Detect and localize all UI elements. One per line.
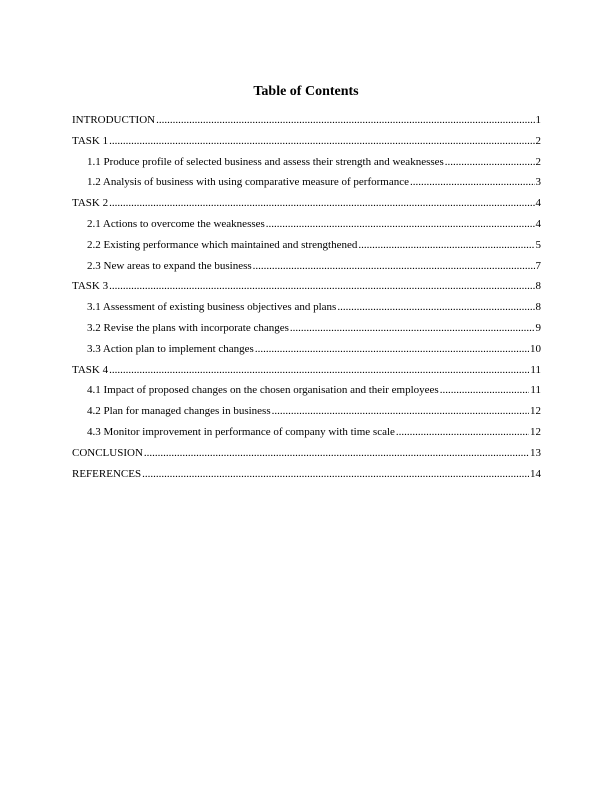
toc-dot-leader (144, 446, 529, 460)
toc-entry-page: 2 (535, 155, 541, 168)
toc-dot-leader (253, 259, 535, 273)
toc-entry-label: 3.1 Assessment of existing business objectives and plans (87, 301, 337, 314)
toc-entry-label: 1.1 Produce profile of selected business and assess their strength and weaknesses (87, 155, 444, 168)
toc-entry-label: 3.3 Action plan to implement changes (87, 342, 254, 355)
toc-entry-label: INTRODUCTION (72, 114, 156, 126)
toc-entry[interactable] (72, 113, 541, 134)
toc-dot-leader (396, 425, 529, 439)
toc-title: Table of Contents (253, 84, 359, 99)
toc-dot-leader (358, 238, 534, 252)
toc-entry[interactable] (72, 175, 541, 196)
toc-entry-label: 3.2 Revise the plans with incorporate changes (87, 321, 289, 334)
toc-entry-page: 3 (535, 176, 541, 189)
toc-entry[interactable] (72, 425, 541, 446)
toc-entry[interactable] (72, 363, 541, 384)
toc-entry[interactable] (72, 321, 541, 342)
toc-entry[interactable] (72, 217, 541, 238)
toc-entry-label: TASK 3 (72, 280, 109, 293)
toc-entry-label: TASK 1 (72, 134, 109, 147)
toc-entry[interactable] (72, 300, 541, 321)
toc-entry[interactable] (72, 383, 541, 404)
toc-entry-label: 2.2 Existing performance which maintained and strengthened (87, 238, 358, 251)
toc-dot-leader (156, 113, 534, 127)
toc-entry-page: 11 (530, 384, 541, 397)
toc-entry-label: REFERENCES (72, 467, 142, 480)
toc-dot-leader (272, 404, 529, 418)
toc-dot-leader (255, 342, 529, 356)
toc-dot-leader (410, 175, 535, 189)
toc-entry[interactable] (72, 404, 541, 425)
toc-entry-page: 12 (530, 425, 541, 438)
toc-dot-leader (440, 383, 530, 397)
toc-entry[interactable] (72, 196, 541, 217)
toc-entry-page: 13 (530, 446, 541, 459)
toc-entry-page: 12 (530, 405, 541, 418)
toc-entry-label: 4.2 Plan for managed changes in business (87, 405, 271, 418)
toc-entry-label: 2.1 Actions to overcome the weaknesses (87, 217, 265, 230)
toc-entry-label: 1.2 Analysis of business with using comparative measure of performance (87, 176, 409, 189)
toc-entry-label: 4.3 Monitor improvement in performance of company with time scale (87, 425, 395, 438)
toc-entry[interactable] (72, 238, 541, 259)
toc-dot-leader (445, 155, 535, 169)
toc-entry[interactable] (72, 342, 541, 363)
toc-entry-label: 4.1 Impact of proposed changes on the chosen organisation and their employees (87, 384, 439, 397)
toc-entry-page: 1 (535, 114, 541, 126)
toc-entry[interactable] (72, 155, 541, 176)
toc-dot-leader (109, 134, 534, 148)
toc-entry[interactable] (72, 279, 541, 300)
toc-dot-leader (109, 196, 534, 210)
toc-dot-leader (266, 217, 535, 231)
toc-dot-leader (109, 279, 534, 293)
toc-entry-page: 7 (535, 259, 541, 272)
toc-entry[interactable] (72, 467, 541, 488)
toc-entry-page: 11 (530, 363, 541, 376)
toc-entry-page: 14 (530, 467, 541, 480)
toc-entry-label: CONCLUSION (72, 446, 143, 459)
toc-entry[interactable] (72, 259, 541, 280)
toc-entry-page: 5 (535, 238, 541, 251)
toc-entry-label: TASK 4 (72, 363, 109, 376)
toc-entry-label: TASK 2 (72, 197, 109, 210)
toc-entry-page: 4 (535, 217, 541, 230)
toc-dot-leader (290, 321, 535, 335)
toc-entry-page: 4 (535, 197, 541, 210)
toc-dot-leader (337, 300, 534, 314)
toc-entry-page: 10 (530, 342, 541, 355)
toc-entry-page: 9 (535, 321, 541, 334)
toc-entry-page: 8 (535, 301, 541, 314)
toc-entry-page: 2 (535, 134, 541, 147)
toc-dot-leader (109, 363, 529, 377)
toc-entry[interactable] (72, 134, 541, 155)
toc-entry[interactable] (72, 446, 541, 467)
toc-entry-label: 2.3 New areas to expand the business (87, 259, 252, 272)
toc-list (72, 113, 541, 487)
toc-entry-page: 8 (535, 280, 541, 293)
toc-dot-leader (142, 467, 529, 481)
